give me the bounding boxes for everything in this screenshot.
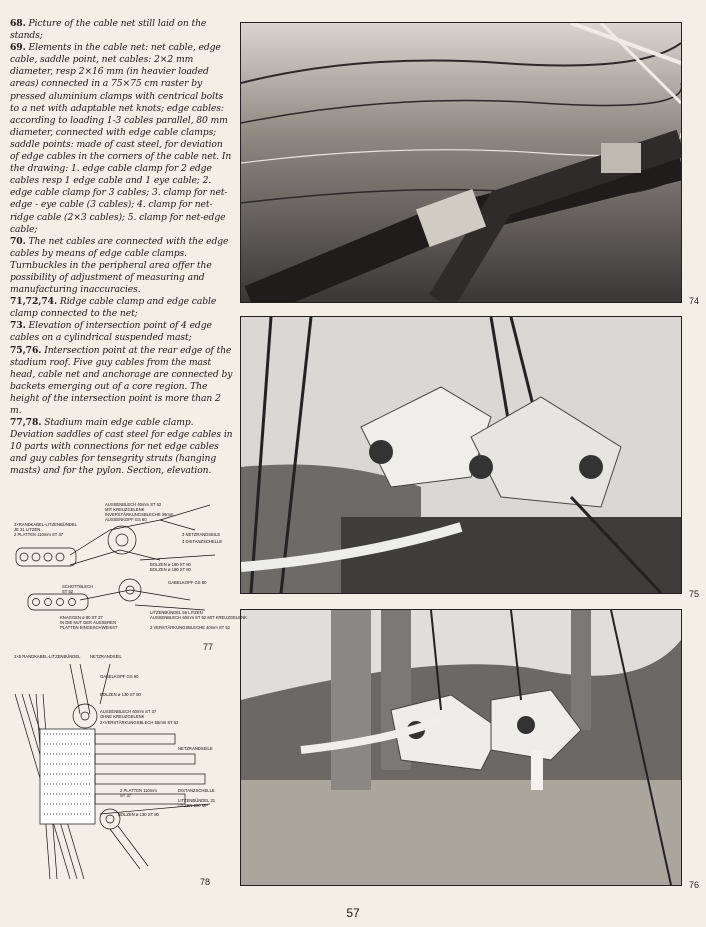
drawing-77-label-17: KNAGGEN ø 80 ST 37 xyxy=(60,615,103,620)
photo-76-image xyxy=(241,610,681,885)
caption-73-text: Elevation of intersection point of 4 edge cables on a cylindrical suspended mast; xyxy=(10,320,212,344)
caption-70 xyxy=(10,236,234,296)
drawing-78-elevation xyxy=(10,654,225,879)
caption-68-text: Picture of the cable net still laid on the stands; xyxy=(10,18,207,42)
caption-70-number: 70. xyxy=(10,235,26,247)
drawing-78-lines xyxy=(10,654,225,879)
drawing-78-label-9: 2 PLATTEN 110mm xyxy=(120,788,157,793)
drawing-77-label-9: 4 DISTANZSCHELLE xyxy=(182,539,223,544)
drawing-77-label-13: SCHOTTBLECH xyxy=(62,584,94,589)
drawing-78-label-6: OHNE KREUZGELENK xyxy=(100,714,145,719)
drawing-78-label-8: NETZRANDSEILE xyxy=(178,746,213,751)
drawing-77-label-11: BOLZEN ø 180 ST 80 xyxy=(150,567,191,572)
photo-74-image xyxy=(241,23,681,302)
drawing-78-label-12: LITZENBÜNDEL 31 xyxy=(178,798,216,803)
drawing-78-label-1: 2×5 RANDKABEL-LITZENBÜNDEL xyxy=(14,654,81,659)
drawing-78-label-3: GABELKOPF GS 60 xyxy=(100,674,139,679)
drawing-77-label-19: PLATTEN EINGESCHWEISST xyxy=(60,625,118,630)
drawing-77-label-20: 2 VERSTÄRKUNGSBLECHE 40mm ST 52 xyxy=(150,625,230,630)
caption-71-text: Ridge cable clamp and edge cable clamp connected to the net; xyxy=(10,296,217,320)
caption-77-number: 77,78. xyxy=(10,417,42,429)
page-number: 57 xyxy=(346,906,360,920)
drawing-78-label-10: ST 37 xyxy=(120,793,132,798)
caption-68-number: 68. xyxy=(10,18,26,29)
figure-number-77: 77 xyxy=(203,642,214,652)
drawing-78-label-14: BOLZEN ø 130 ST 80 xyxy=(118,812,159,817)
figure-number-78: 78 xyxy=(200,877,211,887)
drawing-77-label-2: MIT KREUZGELENK xyxy=(105,507,145,512)
drawing-77-label-8: 3 NETZRANDSEILE xyxy=(182,532,221,537)
drawing-77-section xyxy=(10,500,247,645)
photo-74-cable-clamps xyxy=(240,22,682,303)
drawing-77-label-15: LITZENBÜNDEL 55 LITZEN xyxy=(150,610,203,615)
photo-76-stadium-clamp xyxy=(240,609,682,886)
drawing-78-label-4: BOLZEN ø 130 ST 80 xyxy=(100,692,141,697)
drawing-77-label-4: AUSSENKOPF GS 80 xyxy=(105,517,147,522)
caption-77-text: Stadium main edge cable clamp. Deviation saddles of cast steel for edge cables in 10 parts with connections for net edge cables and guy cables for tensegrity struts (hanging masts) and for the pylon. Section, elevation. xyxy=(10,417,233,477)
caption-69-number: 69. xyxy=(10,42,26,54)
caption-73-number: 73. xyxy=(10,320,26,332)
caption-75-number: 75,76. xyxy=(10,344,42,356)
drawing-77-label-16: AUSSENBLECH 60mm ST 52 MIT KREUZGELENK xyxy=(150,615,247,620)
drawing-78-label-5: AUSSENBLECH 60mm ST 37 xyxy=(100,709,157,714)
caption-71-72-74 xyxy=(10,296,234,320)
figure-number-76: 76 xyxy=(689,880,700,890)
drawing-77-label-6: JE 31 LITZEN xyxy=(14,527,41,532)
drawing-77-label-14: ST 52 xyxy=(62,589,74,594)
drawing-77-label-12: GABELKOPF GS 80 xyxy=(168,580,207,585)
photo-75-intersection-point xyxy=(240,316,682,594)
figure-number-74: 74 xyxy=(689,296,700,306)
drawing-78-label-7: 2×VERSTÄRKUNGSBLECH 50mm ST 52 xyxy=(100,720,179,725)
drawing-77-label-7: 2 PLATTEN 110mm ST 37 xyxy=(14,532,64,537)
drawing-77-label-5: 3×RANDKABEL-LITZENBÜNDEL xyxy=(14,522,77,527)
drawing-78-label-11: DISTANZSCHELLE xyxy=(178,788,215,793)
caption-70-text: The net cables are connected with the edge cables by means of edge cable clamps. Turnbuckles in the peripheral area offer the possibility of adjustment of measuring and manufacturing inaccuracies. xyxy=(10,235,229,296)
caption-column xyxy=(10,18,234,478)
figure-number-75: 75 xyxy=(689,589,700,599)
caption-69 xyxy=(10,42,234,236)
caption-75-text: Intersection point at the rear edge of the stadium roof. Five guy cables from the mast head, cable net and anchorage are connected by backets emerging out of a core region. The height of the intersection point is more than 2 m. xyxy=(10,344,233,416)
caption-77-78 xyxy=(10,417,234,477)
drawing-77-label-1: AUSSENBLECH 40mm ST 52 xyxy=(105,502,162,507)
caption-68 xyxy=(10,18,234,42)
drawing-77-label-18: IN DIE NUT DER AUSSEREN xyxy=(60,620,116,625)
drawing-78-label-13: LITZEN 900 MP xyxy=(178,803,209,808)
drawing-77-label-3: INVERSTÄRKUNGSBLECHE 35mm xyxy=(105,512,174,517)
caption-75-76 xyxy=(10,345,234,418)
drawing-78-label-2: NETZRANDSEIL xyxy=(90,654,122,659)
photo-75-image xyxy=(241,317,681,593)
caption-73 xyxy=(10,320,234,344)
caption-71-number: 71,72,74. xyxy=(10,296,58,308)
drawing-77-label-10: BOLZEN ø 180 ST 80 xyxy=(150,562,191,567)
caption-69-text: Elements in the cable net: net cable, edge cable, saddle point, net cables: 2×2 mm diameter, resp 2×16 mm (in heavier loaded areas) connected in a 75×75 cm raster by pressed aluminium clamps with centrical bolts to a net with adaptable net knots; edge cables: according to loading 1-3 cables parallel, 80 mm diameter, connected with edge cable clamps; saddle points: made of cast steel, for deviation of edge cables in the corners of the cable net. In the drawing: 1. edge cable clamp for 2 edge cables resp 1 edge cable and 1 eye cable; 2. edge cable clamp for 3 cables; 3. clamp for net-edge - eye cable (3 cables); 4. clamp for net-ridge cable (2×3 cables); 5. clamp for net-edge cable; xyxy=(10,42,232,235)
